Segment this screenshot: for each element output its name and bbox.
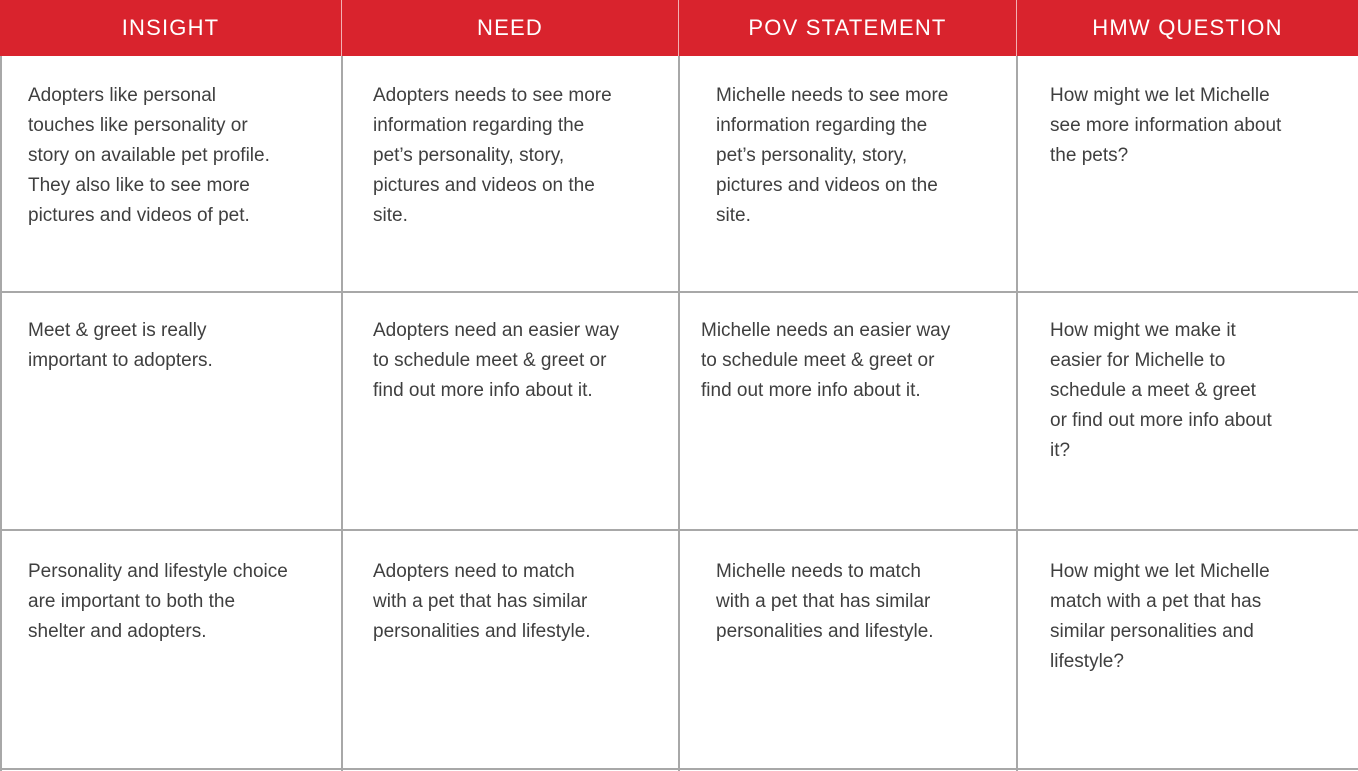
cell-insight: Adopters like personal touches like personality or story on available pet profile. They also like to see more pictures and videos of pet. bbox=[28, 85, 270, 226]
cell-need: Adopters needs to see more information regarding the pet’s personality, story, pictures and videos on the site. bbox=[373, 85, 612, 226]
header-insight: INSIGHT bbox=[0, 0, 342, 56]
grid-line-left bbox=[0, 56, 2, 771]
cell-hmw-question: How might we make it easier for Michelle to schedule a meet & greet or find out more info about it? bbox=[1050, 320, 1272, 461]
cell-hmw-question: How might we let Michelle match with a pet that has similar personalities and lifestyle? bbox=[1050, 561, 1270, 672]
header-need: NEED bbox=[342, 0, 679, 56]
cell-pov-statement: Michelle needs an easier way to schedule meet & greet or find out more info about it. bbox=[701, 320, 951, 401]
cell-insight: Meet & greet is really important to adopters. bbox=[28, 320, 213, 371]
grid-line-row-1 bbox=[2, 291, 1358, 293]
cell-hmw-question: How might we let Michelle see more information about the pets? bbox=[1050, 85, 1282, 166]
cell-need: Adopters need to match with a pet that has similar personalities and lifestyle. bbox=[373, 561, 591, 642]
header-pov-statement: POV STATEMENT bbox=[679, 0, 1017, 56]
cell-need: Adopters need an easier way to schedule meet & greet or find out more info about it. bbox=[373, 320, 620, 401]
grid-line-row-2 bbox=[2, 529, 1358, 531]
header-hmw-question: HMW QUESTION bbox=[1017, 0, 1358, 56]
cell-pov-statement: Michelle needs to match with a pet that has similar personalities and lifestyle. bbox=[716, 561, 934, 642]
grid-line-bottom bbox=[2, 768, 1358, 770]
cell-pov-statement: Michelle needs to see more information regarding the pet’s personality, story, pictures and videos on the site. bbox=[716, 85, 949, 226]
grid-line-col-2 bbox=[678, 56, 680, 771]
grid-line-col-1 bbox=[341, 56, 343, 771]
cell-insight: Personality and lifestyle choice are important to both the shelter and adopters. bbox=[28, 561, 288, 642]
grid-line-col-3 bbox=[1016, 56, 1018, 771]
